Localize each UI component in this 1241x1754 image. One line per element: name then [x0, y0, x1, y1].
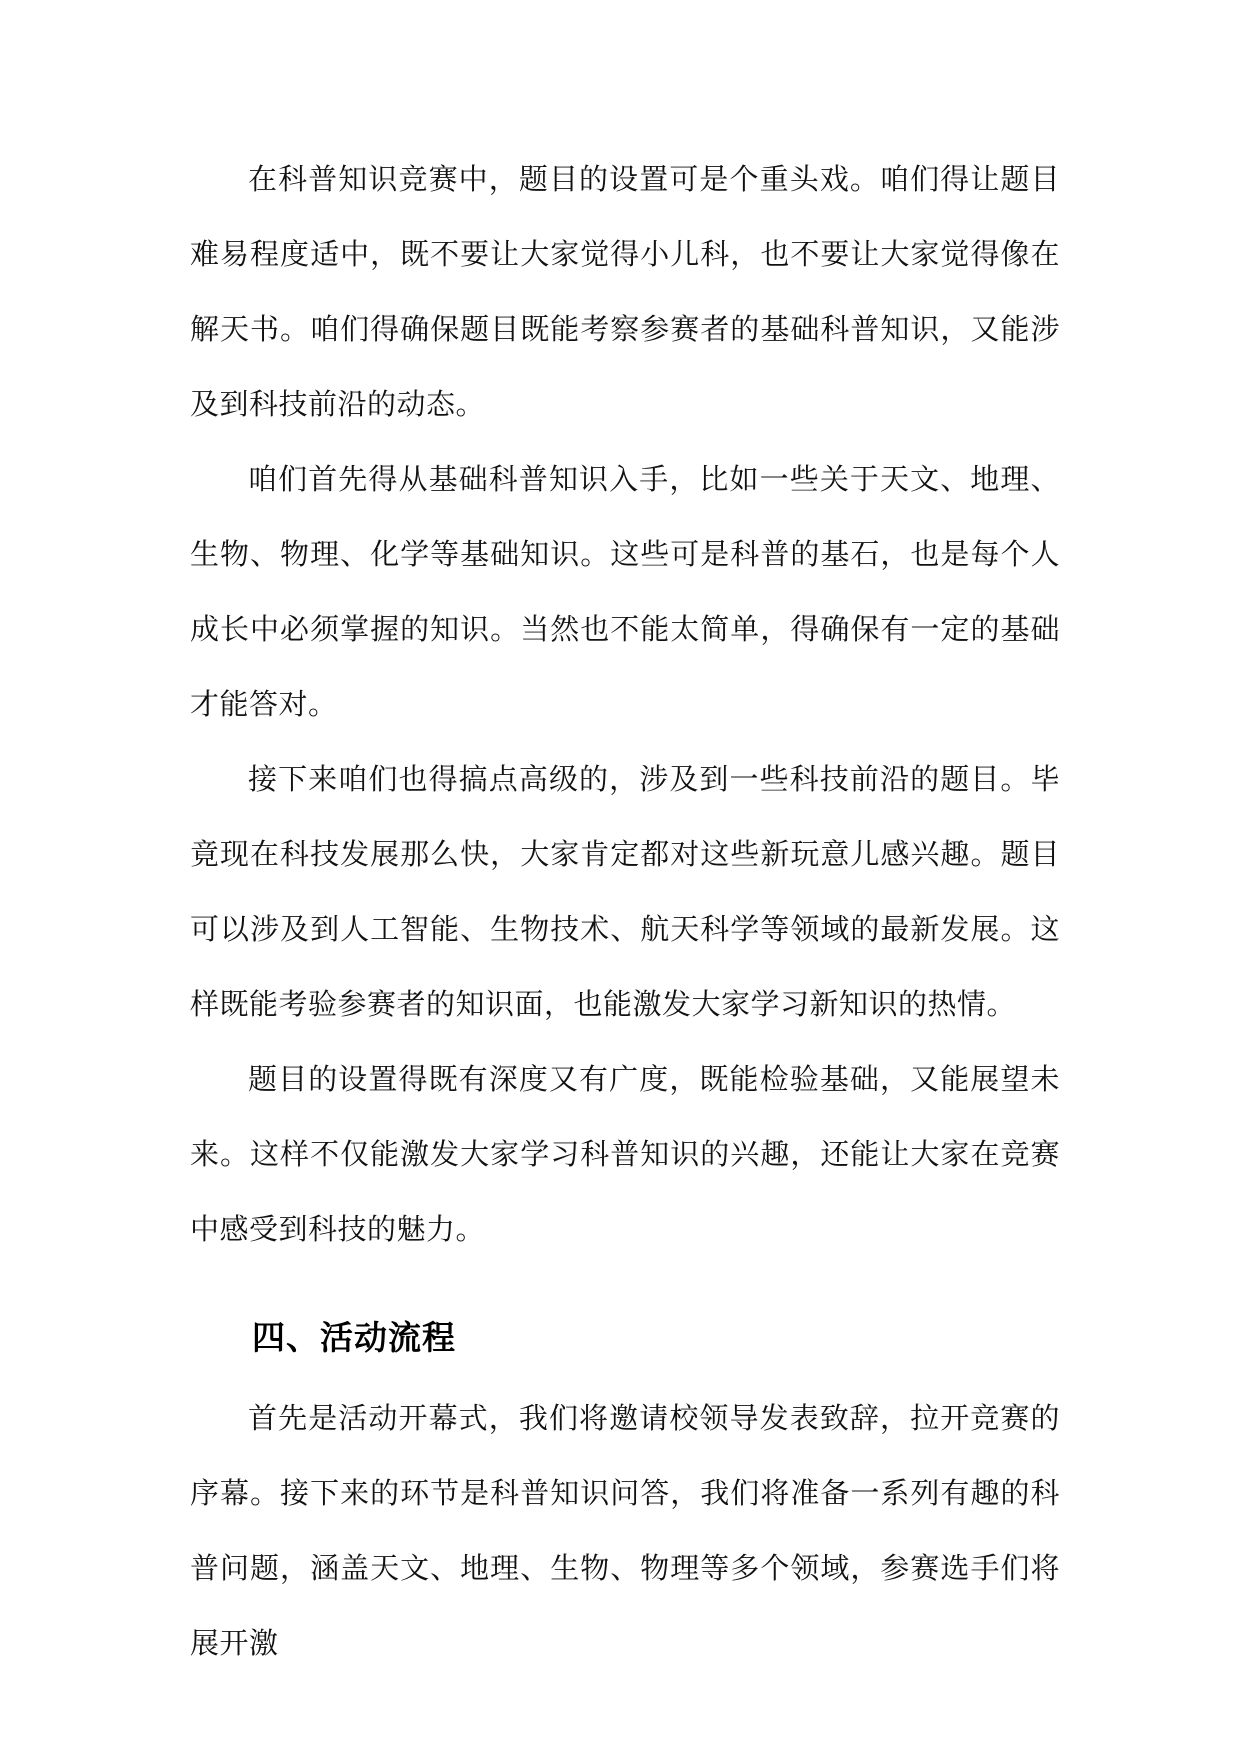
paragraph-depth-breadth: 题目的设置得既有深度又有广度，既能检验基础，又能展望未来。这样不仅能激发大家学习科普知识的兴趣，还能让大家在竞赛中感受到科技的魅力。 — [190, 1062, 1060, 1246]
paragraph-question-setting: 在科普知识竞赛中，题目的设置可是个重头戏。咱们得让题目难易程度适中，既不要让大家觉得小儿科，也不要让大家觉得像在解天书。咱们得确保题目既能考察参赛者的基础科普知识，又能涉及到科技前沿的动态。 — [190, 162, 1060, 421]
paragraph-basic-knowledge: 咱们首先得从基础科普知识入手，比如一些关于天文、地理、生物、物理、化学等基础知识。这些可是科普的基石，也是每个人成长中必须掌握的知识。当然也不能太简单，得确保有一定的基础才能答对。 — [190, 462, 1060, 721]
paragraph-frontier-tech: 接下来咱们也得搞点高级的，涉及到一些科技前沿的题目。毕竟现在科技发展那么快，大家肯定都对这些新玩意儿感兴趣。题目可以涉及到人工智能、生物技术、航天科学等领域的最新发展。这样既能考验参赛者的知识面，也能激发大家学习新知识的热情。 — [190, 762, 1060, 1021]
section-heading-activity-process: 四、活动流程 — [252, 1318, 456, 1357]
paragraph-opening-ceremony: 首先是活动开幕式，我们将邀请校领导发表致辞，拉开竞赛的序幕。接下来的环节是科普知识问答，我们将准备一系列有趣的科普问题，涵盖天文、地理、生物、物理等多个领域，参赛选手们将展开激 — [190, 1401, 1060, 1660]
document-body — [190, 142, 1060, 1681]
